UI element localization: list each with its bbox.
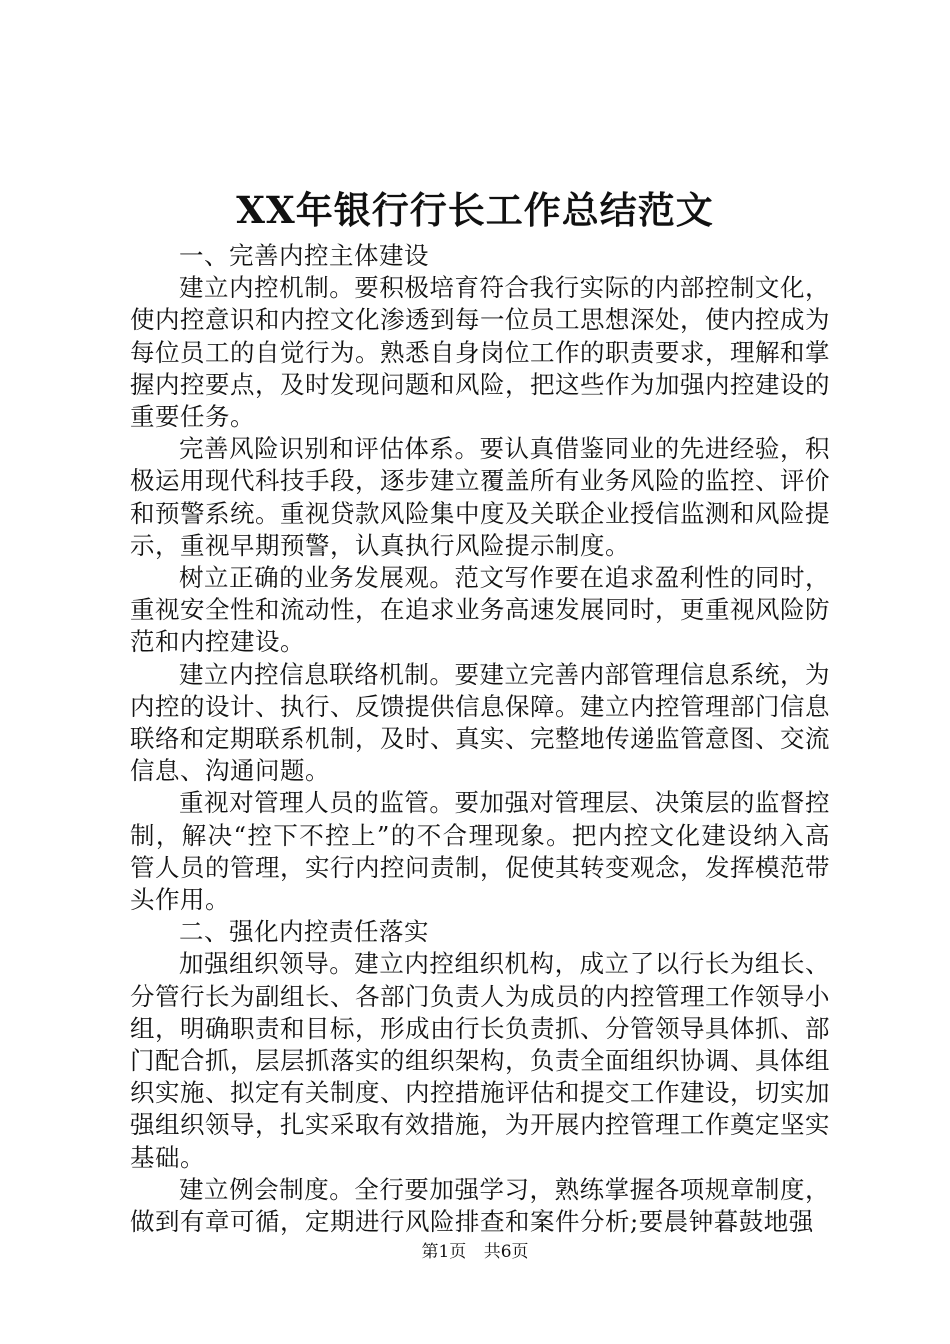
body-paragraph: 建立例会制度。全行要加强学习，熟练掌握各项规章制度，做到有章可循，定期进行风险排查和案件分析;要晨钟暮鼓地强 <box>130 1174 830 1237</box>
page-footer <box>0 1240 950 1264</box>
page-number: 第1页 <box>421 1242 467 1262</box>
body-paragraph: 建立内控信息联络机制。要建立完善内部管理信息系统，为内控的设计、执行、反馈提供信息保障。建立内控管理部门信息联络和定期联系机制，及时、真实、完整地传递监管意图、交流信息、沟通问题。 <box>130 659 830 786</box>
page-total: 共6页 <box>483 1242 529 1262</box>
body-paragraph: 建立内控机制。要积极培育符合我行实际的内部控制文化，使内控意识和内控文化渗透到每一位员工思想深处，使内控成为每位员工的自觉行为。熟悉自身岗位工作的职责要求，理解和掌握内控要点，及时发现问题和风险，把这些作为加强内控建设的重要任务。 <box>130 273 830 432</box>
section-heading-1: 一、完善内控主体建设 <box>179 241 429 270</box>
body-paragraph: 重视对管理人员的监管。要加强对管理层、决策层的监督控制，解决“控下不控上”的不合理现象。把内控文化建设纳入高管人员的管理，实行内控问责制，促使其转变观念，发挥模范带头作用。 <box>130 788 830 915</box>
body-paragraph: 完善风险识别和评估体系。要认真借鉴同业的先进经验，积极运用现代科技手段，逐步建立覆盖所有业务风险的监控、评价和预警系统。重视贷款风险集中度及关联企业授信监测和风险提示，重视早期预警，认真执行风险提示制度。 <box>130 434 830 560</box>
document-title: XX年银行行长工作总结范文 <box>236 188 714 232</box>
section-heading-2: 二、强化内控责任落实 <box>179 917 429 947</box>
body-paragraph: 树立正确的业务发展观。范文写作要在追求盈利性的同时，重视安全性和流动性，在追求业务高速发展同时，更重视风险防范和内控建设。 <box>130 563 830 657</box>
document-body <box>130 240 830 1237</box>
body-paragraph: 加强组织领导。建立内控组织机构，成立了以行长为组长、分管行长为副组长、各部门负责人为成员的内控管理工作领导小组，明确职责和目标，形成由行长负责抓、分管领导具体抓、部门配合抓，层层抓落实的组织架构，负责全面组织协调、具体组织实施、拟定有关制度、内控措施评估和提交工作建设，切实加强组织领导，扎实采取有效措施，为开展内控管理工作奠定坚实基础。 <box>130 949 830 1172</box>
